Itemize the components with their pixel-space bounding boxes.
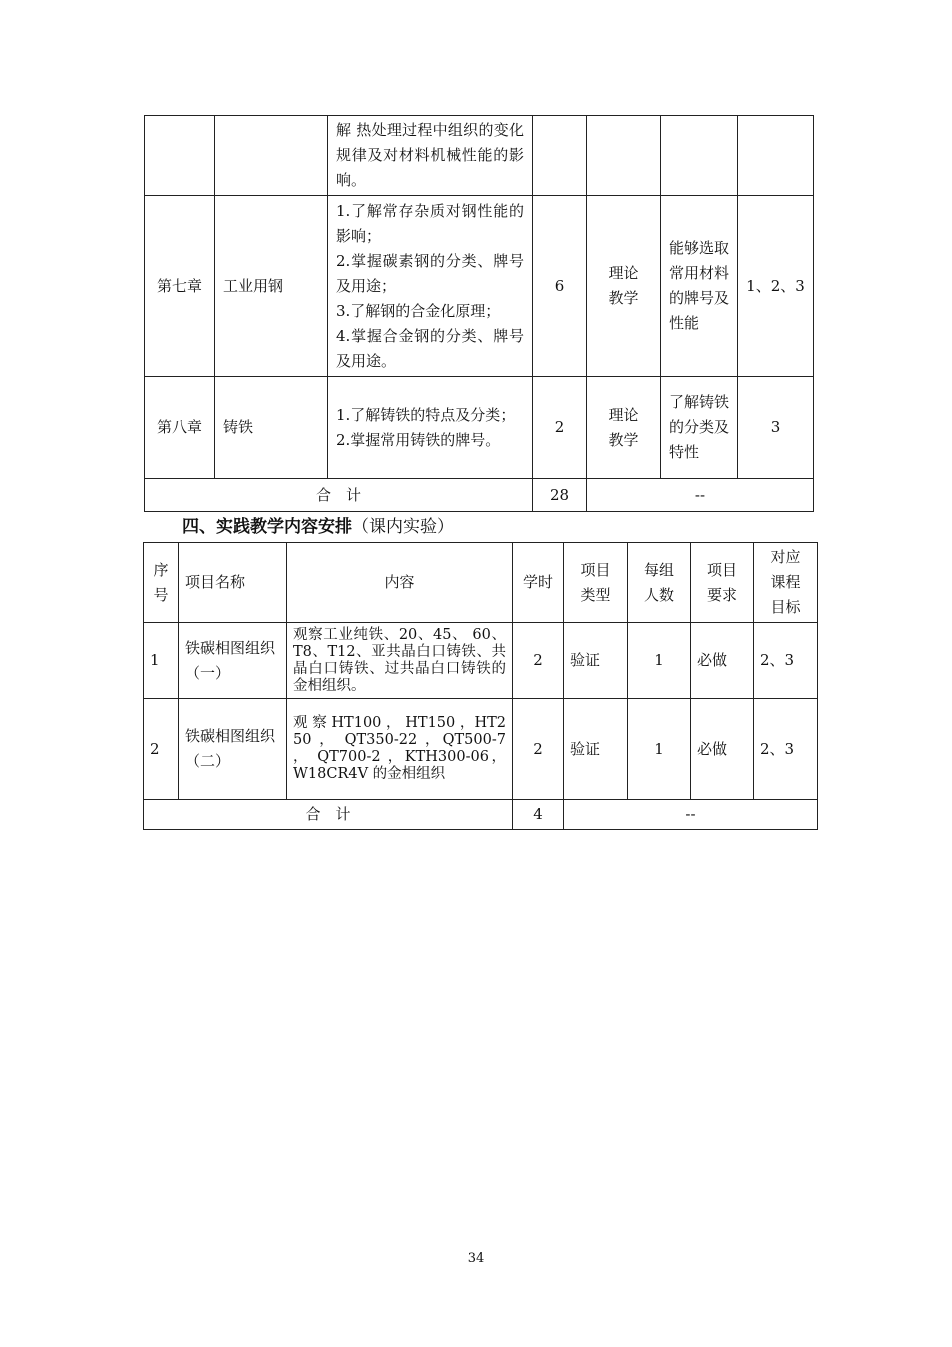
table-row	[145, 196, 814, 377]
theory-teaching-table	[144, 115, 814, 512]
targets-cell: 3	[738, 377, 814, 479]
content-cell: 观察工业纯铁、20、45、 60、T8、T12、亚共晶白口铸铁、共晶白口铸铁、过共晶白口铸铁的金相组织。	[287, 623, 513, 699]
header-content: 内容	[287, 543, 513, 623]
total-hours: 28	[533, 479, 587, 512]
page-number: 34	[467, 1251, 485, 1266]
section-heading-bold: 四、实践教学内容安排	[182, 517, 352, 537]
header-hours: 学时	[513, 543, 564, 623]
header-req-text: 项目要求	[706, 560, 737, 604]
type-cell: 验证	[564, 623, 628, 699]
header-seq-text: 序号	[153, 560, 169, 604]
header-target	[754, 543, 818, 623]
header-seq	[144, 543, 179, 623]
req-cell: 必做	[691, 699, 754, 800]
chapter-cell: 第八章	[145, 377, 215, 479]
header-req	[691, 543, 754, 623]
header-type	[564, 543, 628, 623]
method-cell	[587, 196, 661, 377]
content-line: 3.了解钢的合金化原理；	[336, 301, 501, 320]
table-row	[145, 116, 814, 196]
chapter-cell	[145, 116, 215, 196]
hours-cell	[533, 116, 587, 196]
ability-cell: 了解铸铁的分类及特性	[661, 377, 738, 479]
header-group-text: 每组人数	[643, 560, 674, 604]
header-type-text: 项目类型	[580, 560, 611, 604]
method-text: 理论教学	[608, 405, 639, 449]
content-cell: 解 热处理过程中组织的变化规律及对材料机械性能的影响。	[328, 116, 533, 196]
hours-cell: 2	[513, 623, 564, 699]
practice-teaching-table	[143, 542, 818, 830]
title-cell: 铸铁	[215, 377, 328, 479]
table-row	[145, 377, 814, 479]
header-group	[628, 543, 691, 623]
content-cell	[328, 377, 533, 479]
section-heading-normal: （课内实验）	[352, 517, 454, 537]
section-heading	[182, 514, 454, 540]
total-label: 合 计	[144, 800, 513, 830]
group-cell: 1	[628, 623, 691, 699]
hours-cell: 6	[533, 196, 587, 377]
targets-cell: 1、2、3	[738, 196, 814, 377]
total-rest: --	[587, 479, 814, 512]
content-line: 2.掌握常用铸铁的牌号。	[336, 430, 501, 449]
name-cell: 铁碳相图组织（二）	[179, 699, 287, 800]
content-cell	[328, 196, 533, 377]
method-text: 理论教学	[608, 264, 639, 307]
content-line: 1.了解常存杂质对钢性能的影响；	[336, 201, 524, 245]
table-row	[144, 699, 818, 800]
header-target-text: 对应课程目标	[770, 548, 801, 616]
total-hours: 4	[513, 800, 564, 830]
chapter-cell: 第七章	[145, 196, 215, 377]
header-row	[144, 543, 818, 623]
group-cell: 1	[628, 699, 691, 800]
header-name: 项目名称	[179, 543, 287, 623]
name-cell: 铁碳相图组织（一）	[179, 623, 287, 699]
req-cell: 必做	[691, 623, 754, 699]
target-cell: 2、3	[754, 623, 818, 699]
title-cell: 工业用钢	[215, 196, 328, 377]
title-cell	[215, 116, 328, 196]
seq-cell: 1	[144, 623, 179, 699]
hours-cell: 2	[513, 699, 564, 800]
targets-cell	[738, 116, 814, 196]
method-cell	[587, 377, 661, 479]
total-row	[145, 479, 814, 512]
seq-cell: 2	[144, 699, 179, 800]
total-rest: --	[564, 800, 818, 830]
ability-cell: 能够选取常用材料的牌号及性能	[661, 196, 738, 377]
total-label: 合 计	[145, 479, 533, 512]
method-cell	[587, 116, 661, 196]
total-row	[144, 800, 818, 830]
target-cell: 2、3	[754, 699, 818, 800]
hours-cell: 2	[533, 377, 587, 479]
content-line: 1.了解铸铁的特点及分类；	[336, 405, 516, 424]
content-cell: 观 察 HT100 ， HT150 ，HT250 ， QT350-22 ，QT500-7 ， QT700-2 ，KTH300-06，W18CR4V 的金相组织	[287, 699, 513, 800]
type-cell: 验证	[564, 699, 628, 800]
ability-cell	[661, 116, 738, 196]
table-row	[144, 623, 818, 699]
content-line: 4.掌握合金钢的分类、牌号及用途。	[336, 326, 524, 370]
content-line: 2.掌握碳素钢的分类、牌号及用途；	[336, 251, 524, 295]
